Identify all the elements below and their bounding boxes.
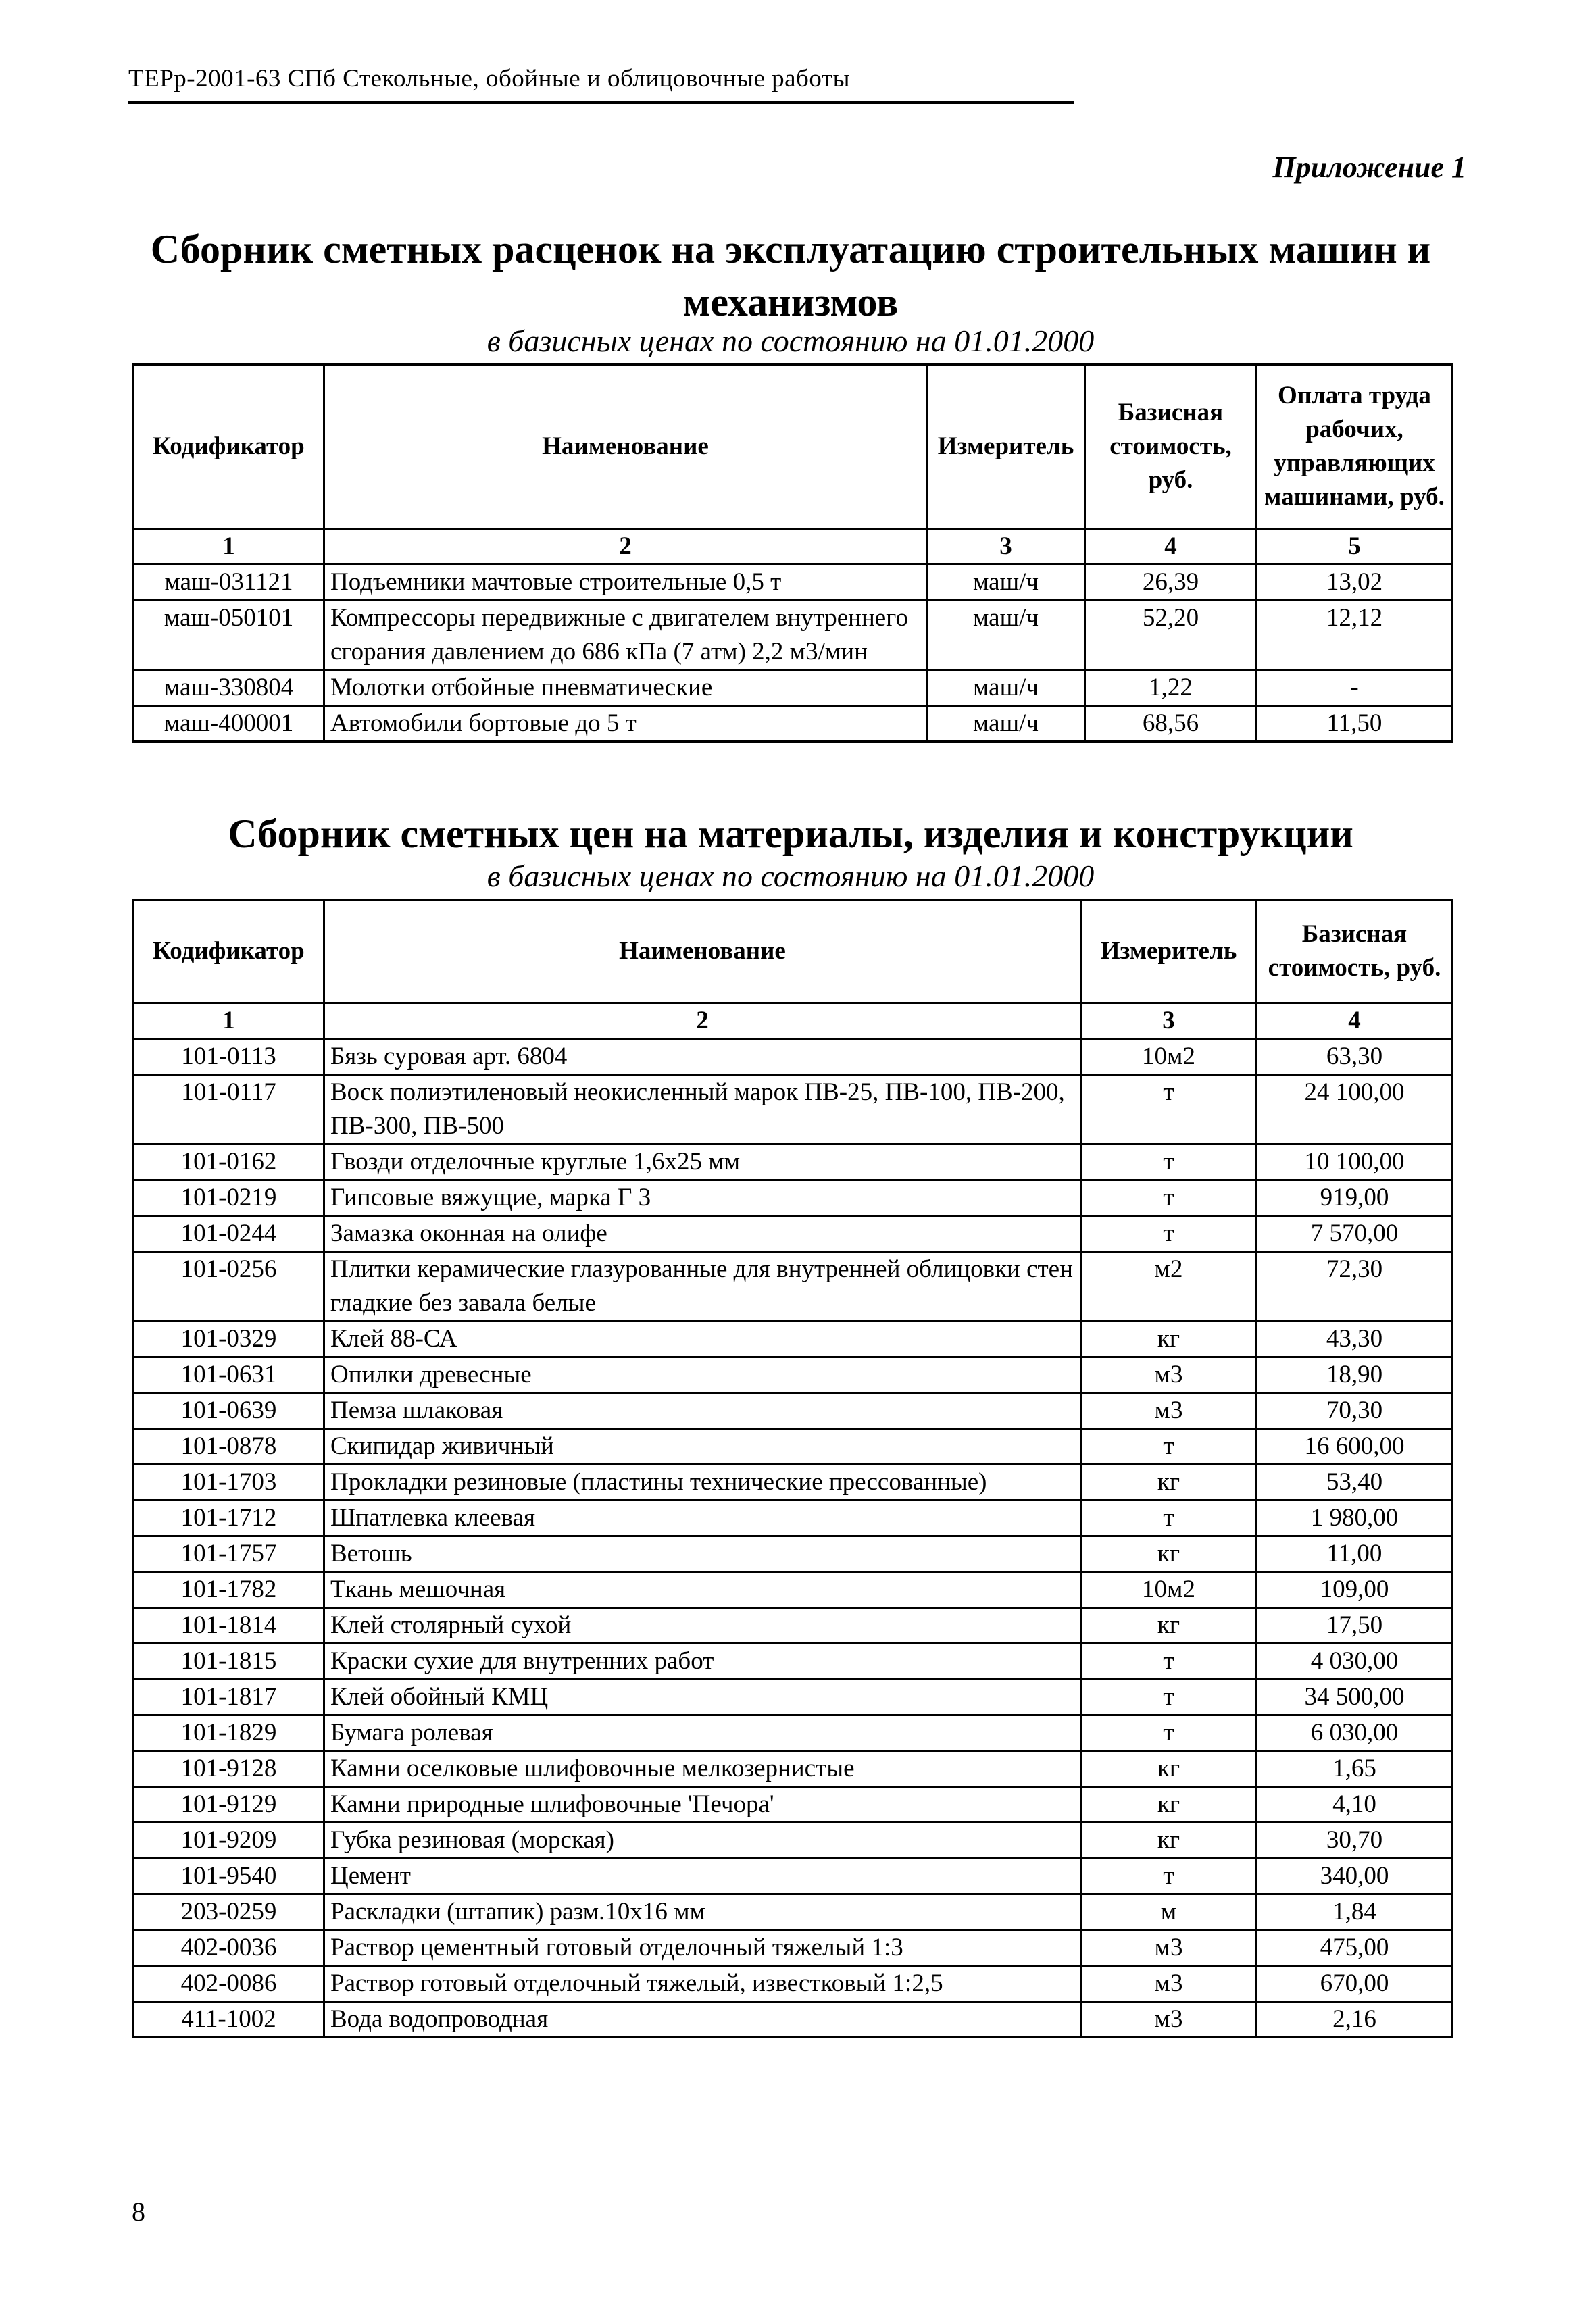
appendix-label: Приложение 1 bbox=[1272, 151, 1466, 184]
col-number: 1 bbox=[134, 1003, 324, 1039]
cell-name: Прокладки резиновые (пластины технические прессованные) bbox=[324, 1465, 1081, 1501]
cell-labor: 13,02 bbox=[1257, 565, 1453, 601]
table-row bbox=[134, 1608, 1453, 1644]
cell-name: Подъемники мачтовые строительные 0,5 т bbox=[324, 565, 927, 601]
cell-code: 101-1703 bbox=[134, 1465, 324, 1501]
table-row bbox=[134, 1322, 1453, 1357]
cell-name: Клей 88-СА bbox=[324, 1322, 1081, 1357]
table-row bbox=[134, 1075, 1453, 1145]
cell-code: 101-0878 bbox=[134, 1429, 324, 1465]
cell-cost: 4,10 bbox=[1257, 1787, 1453, 1823]
cell-unit: кг bbox=[1081, 1322, 1257, 1357]
table-row bbox=[134, 1823, 1453, 1859]
col-number: 1 bbox=[134, 529, 324, 565]
table-row bbox=[134, 706, 1453, 742]
cell-name: Вода водопроводная bbox=[324, 2002, 1081, 2038]
table-row bbox=[134, 565, 1453, 601]
cell-code: 101-0113 bbox=[134, 1039, 324, 1075]
cell-code: 101-9128 bbox=[134, 1751, 324, 1787]
cell-cost: 72,30 bbox=[1257, 1252, 1453, 1322]
cell-unit: кг bbox=[1081, 1787, 1257, 1823]
cell-cost: 34 500,00 bbox=[1257, 1680, 1453, 1715]
page-number: 8 bbox=[132, 2196, 145, 2227]
cell-cost: 68,56 bbox=[1085, 706, 1257, 742]
cell-unit: м3 bbox=[1081, 2002, 1257, 2038]
cell-code: 101-1757 bbox=[134, 1536, 324, 1572]
cell-code: 101-0329 bbox=[134, 1322, 324, 1357]
cell-name: Губка резиновая (морская) bbox=[324, 1823, 1081, 1859]
table-row bbox=[134, 1501, 1453, 1536]
cell-code: 402-0036 bbox=[134, 1930, 324, 1966]
cell-name: Скипидар живичный bbox=[324, 1429, 1081, 1465]
cell-code: 101-1815 bbox=[134, 1644, 324, 1680]
table-row bbox=[134, 1751, 1453, 1787]
cell-name: Ткань мешочная bbox=[324, 1572, 1081, 1608]
machines-subtitle: в базисных ценах по состоянию на 01.01.2000 bbox=[487, 324, 1095, 358]
cell-cost: 1,22 bbox=[1085, 670, 1257, 706]
col-number: 3 bbox=[927, 529, 1085, 565]
cell-unit: м bbox=[1081, 1894, 1257, 1930]
cell-name: Клей столярный сухой bbox=[324, 1608, 1081, 1644]
cell-labor: 11,50 bbox=[1257, 706, 1453, 742]
cell-code: маш-050101 bbox=[134, 601, 324, 670]
cell-unit: 10м2 bbox=[1081, 1572, 1257, 1608]
cell-name: Плитки керамические глазурованные для внутренней облицовки стен гладкие без завала белые bbox=[324, 1252, 1081, 1322]
materials-title: Сборник сметных цен на материалы, изделия и конструкции bbox=[228, 811, 1353, 856]
cell-unit: т bbox=[1081, 1429, 1257, 1465]
cell-code: 411-1002 bbox=[134, 2002, 324, 2038]
table-row bbox=[134, 1536, 1453, 1572]
cell-name: Компрессоры передвижные с двигателем внутреннего сгорания давлением до 686 кПа (7 атм) 2,2 м3/мин bbox=[324, 601, 927, 670]
cell-unit: маш/ч bbox=[927, 601, 1085, 670]
cell-unit: т bbox=[1081, 1680, 1257, 1715]
col-header-name: Наименование bbox=[324, 365, 927, 529]
table-row bbox=[134, 1930, 1453, 1966]
table-row bbox=[134, 2002, 1453, 2038]
cell-unit: т bbox=[1081, 1145, 1257, 1180]
cell-code: маш-031121 bbox=[134, 565, 324, 601]
table-row bbox=[134, 1572, 1453, 1608]
cell-name: Камни оселковые шлифовочные мелкозернистые bbox=[324, 1751, 1081, 1787]
cell-name: Опилки древесные bbox=[324, 1357, 1081, 1393]
cell-unit: т bbox=[1081, 1216, 1257, 1252]
cell-cost: 670,00 bbox=[1257, 1966, 1453, 2002]
cell-name: Шпатлевка клеевая bbox=[324, 1501, 1081, 1536]
table-row bbox=[134, 1216, 1453, 1252]
cell-unit: кг bbox=[1081, 1823, 1257, 1859]
cell-name: Раствор готовый отделочный тяжелый, известковый 1:2,5 bbox=[324, 1966, 1081, 2002]
cell-name: Гипсовые вяжущие, марка Г 3 bbox=[324, 1180, 1081, 1216]
cell-code: 101-0256 bbox=[134, 1252, 324, 1322]
cell-code: 203-0259 bbox=[134, 1894, 324, 1930]
cell-code: 101-0631 bbox=[134, 1357, 324, 1393]
cell-cost: 1 980,00 bbox=[1257, 1501, 1453, 1536]
col-header-labor: Оплата труда рабочих, управляющих машинами, руб. bbox=[1257, 365, 1453, 529]
cell-code: 101-1817 bbox=[134, 1680, 324, 1715]
cell-cost: 53,40 bbox=[1257, 1465, 1453, 1501]
cell-labor: 12,12 bbox=[1257, 601, 1453, 670]
cell-unit: маш/ч bbox=[927, 706, 1085, 742]
cell-cost: 18,90 bbox=[1257, 1357, 1453, 1393]
cell-unit: т bbox=[1081, 1180, 1257, 1216]
col-header-cost: Базисная стоимость, руб. bbox=[1085, 365, 1257, 529]
cell-unit: маш/ч bbox=[927, 670, 1085, 706]
col-header-cost: Базисная стоимость, руб. bbox=[1257, 900, 1453, 1003]
table-row bbox=[134, 1966, 1453, 2002]
cell-code: 101-9209 bbox=[134, 1823, 324, 1859]
cell-name: Раскладки (штапик) разм.10х16 мм bbox=[324, 1894, 1081, 1930]
cell-cost: 475,00 bbox=[1257, 1930, 1453, 1966]
cell-name: Молотки отбойные пневматические bbox=[324, 670, 927, 706]
cell-code: 101-0162 bbox=[134, 1145, 324, 1180]
cell-name: Цемент bbox=[324, 1859, 1081, 1894]
col-header-code: Кодификатор bbox=[134, 365, 324, 529]
table-row bbox=[134, 1894, 1453, 1930]
cell-name: Автомобили бортовые до 5 т bbox=[324, 706, 927, 742]
machines-title: Сборник сметных расценок на эксплуатацию строительных машин и механизмов bbox=[150, 227, 1431, 324]
cell-name: Замазка оконная на олифе bbox=[324, 1216, 1081, 1252]
cell-code: 101-1829 bbox=[134, 1715, 324, 1751]
table-row bbox=[134, 1039, 1453, 1075]
cell-unit: кг bbox=[1081, 1536, 1257, 1572]
cell-name: Пемза шлаковая bbox=[324, 1393, 1081, 1429]
cell-unit: т bbox=[1081, 1715, 1257, 1751]
table-row bbox=[134, 1680, 1453, 1715]
cell-name: Бязь суровая арт. 6804 bbox=[324, 1039, 1081, 1075]
table-row bbox=[134, 1715, 1453, 1751]
cell-cost: 63,30 bbox=[1257, 1039, 1453, 1075]
cell-cost: 7 570,00 bbox=[1257, 1216, 1453, 1252]
cell-unit: кг bbox=[1081, 1608, 1257, 1644]
cell-code: 101-9129 bbox=[134, 1787, 324, 1823]
cell-code: маш-400001 bbox=[134, 706, 324, 742]
table-row bbox=[134, 1429, 1453, 1465]
cell-cost: 24 100,00 bbox=[1257, 1075, 1453, 1145]
cell-code: 101-1814 bbox=[134, 1608, 324, 1644]
cell-cost: 340,00 bbox=[1257, 1859, 1453, 1894]
cell-cost: 17,50 bbox=[1257, 1608, 1453, 1644]
cell-code: маш-330804 bbox=[134, 670, 324, 706]
materials-table bbox=[132, 899, 1453, 2038]
cell-name: Ветошь bbox=[324, 1536, 1081, 1572]
cell-unit: маш/ч bbox=[927, 565, 1085, 601]
col-header-code: Кодификатор bbox=[134, 900, 324, 1003]
col-number: 2 bbox=[324, 1003, 1081, 1039]
col-header-unit: Измеритель bbox=[1081, 900, 1257, 1003]
cell-unit: кг bbox=[1081, 1751, 1257, 1787]
cell-unit: т bbox=[1081, 1644, 1257, 1680]
cell-code: 101-1712 bbox=[134, 1501, 324, 1536]
cell-unit: м3 bbox=[1081, 1966, 1257, 2002]
cell-unit: кг bbox=[1081, 1465, 1257, 1501]
running-header: ТЕРр-2001-63 СПб Стекольные, обойные и облицовочные работы bbox=[128, 65, 850, 93]
materials-subtitle: в базисных ценах по состоянию на 01.01.2000 bbox=[487, 859, 1095, 893]
cell-code: 101-1782 bbox=[134, 1572, 324, 1608]
cell-unit: м3 bbox=[1081, 1357, 1257, 1393]
header-rule bbox=[128, 101, 1074, 104]
cell-cost: 109,00 bbox=[1257, 1572, 1453, 1608]
cell-code: 101-9540 bbox=[134, 1859, 324, 1894]
cell-cost: 2,16 bbox=[1257, 2002, 1453, 2038]
cell-cost: 4 030,00 bbox=[1257, 1644, 1453, 1680]
cell-name: Камни природные шлифовочные 'Печора' bbox=[324, 1787, 1081, 1823]
table-row bbox=[134, 1357, 1453, 1393]
table-row bbox=[134, 1465, 1453, 1501]
cell-cost: 10 100,00 bbox=[1257, 1145, 1453, 1180]
cell-cost: 11,00 bbox=[1257, 1536, 1453, 1572]
cell-cost: 26,39 bbox=[1085, 565, 1257, 601]
cell-code: 101-0117 bbox=[134, 1075, 324, 1145]
table-row bbox=[134, 1644, 1453, 1680]
cell-name: Воск полиэтиленовый неокисленный марок ПВ-25, ПВ-100, ПВ-200, ПВ-300, ПВ-500 bbox=[324, 1075, 1081, 1145]
cell-unit: т bbox=[1081, 1501, 1257, 1536]
cell-cost: 70,30 bbox=[1257, 1393, 1453, 1429]
cell-unit: т bbox=[1081, 1075, 1257, 1145]
cell-unit: м3 bbox=[1081, 1393, 1257, 1429]
cell-cost: 919,00 bbox=[1257, 1180, 1453, 1216]
cell-name: Бумага ролевая bbox=[324, 1715, 1081, 1751]
cell-labor: - bbox=[1257, 670, 1453, 706]
cell-name: Клей обойный КМЦ bbox=[324, 1680, 1081, 1715]
cell-unit: м2 bbox=[1081, 1252, 1257, 1322]
table-row bbox=[134, 1393, 1453, 1429]
col-number: 2 bbox=[324, 529, 927, 565]
table-row bbox=[134, 1787, 1453, 1823]
cell-unit: т bbox=[1081, 1859, 1257, 1894]
table-row bbox=[134, 1252, 1453, 1322]
cell-cost: 1,65 bbox=[1257, 1751, 1453, 1787]
cell-cost: 1,84 bbox=[1257, 1894, 1453, 1930]
cell-cost: 52,20 bbox=[1085, 601, 1257, 670]
cell-code: 101-0244 bbox=[134, 1216, 324, 1252]
cell-name: Гвозди отделочные круглые 1,6х25 мм bbox=[324, 1145, 1081, 1180]
machines-table bbox=[132, 363, 1453, 743]
table-row bbox=[134, 1145, 1453, 1180]
cell-cost: 43,30 bbox=[1257, 1322, 1453, 1357]
table-row bbox=[134, 670, 1453, 706]
table-row bbox=[134, 601, 1453, 670]
table-row bbox=[134, 1180, 1453, 1216]
cell-name: Краски сухие для внутренних работ bbox=[324, 1644, 1081, 1680]
cell-cost: 30,70 bbox=[1257, 1823, 1453, 1859]
col-number: 3 bbox=[1081, 1003, 1257, 1039]
table-row bbox=[134, 1859, 1453, 1894]
col-header-name: Наименование bbox=[324, 900, 1081, 1003]
col-number: 5 bbox=[1257, 529, 1453, 565]
cell-code: 402-0086 bbox=[134, 1966, 324, 2002]
cell-code: 101-0639 bbox=[134, 1393, 324, 1429]
cell-code: 101-0219 bbox=[134, 1180, 324, 1216]
col-number: 4 bbox=[1085, 529, 1257, 565]
col-number: 4 bbox=[1257, 1003, 1453, 1039]
cell-cost: 16 600,00 bbox=[1257, 1429, 1453, 1465]
cell-name: Раствор цементный готовый отделочный тяжелый 1:3 bbox=[324, 1930, 1081, 1966]
cell-unit: 10м2 bbox=[1081, 1039, 1257, 1075]
cell-cost: 6 030,00 bbox=[1257, 1715, 1453, 1751]
col-header-unit: Измеритель bbox=[927, 365, 1085, 529]
cell-unit: м3 bbox=[1081, 1930, 1257, 1966]
